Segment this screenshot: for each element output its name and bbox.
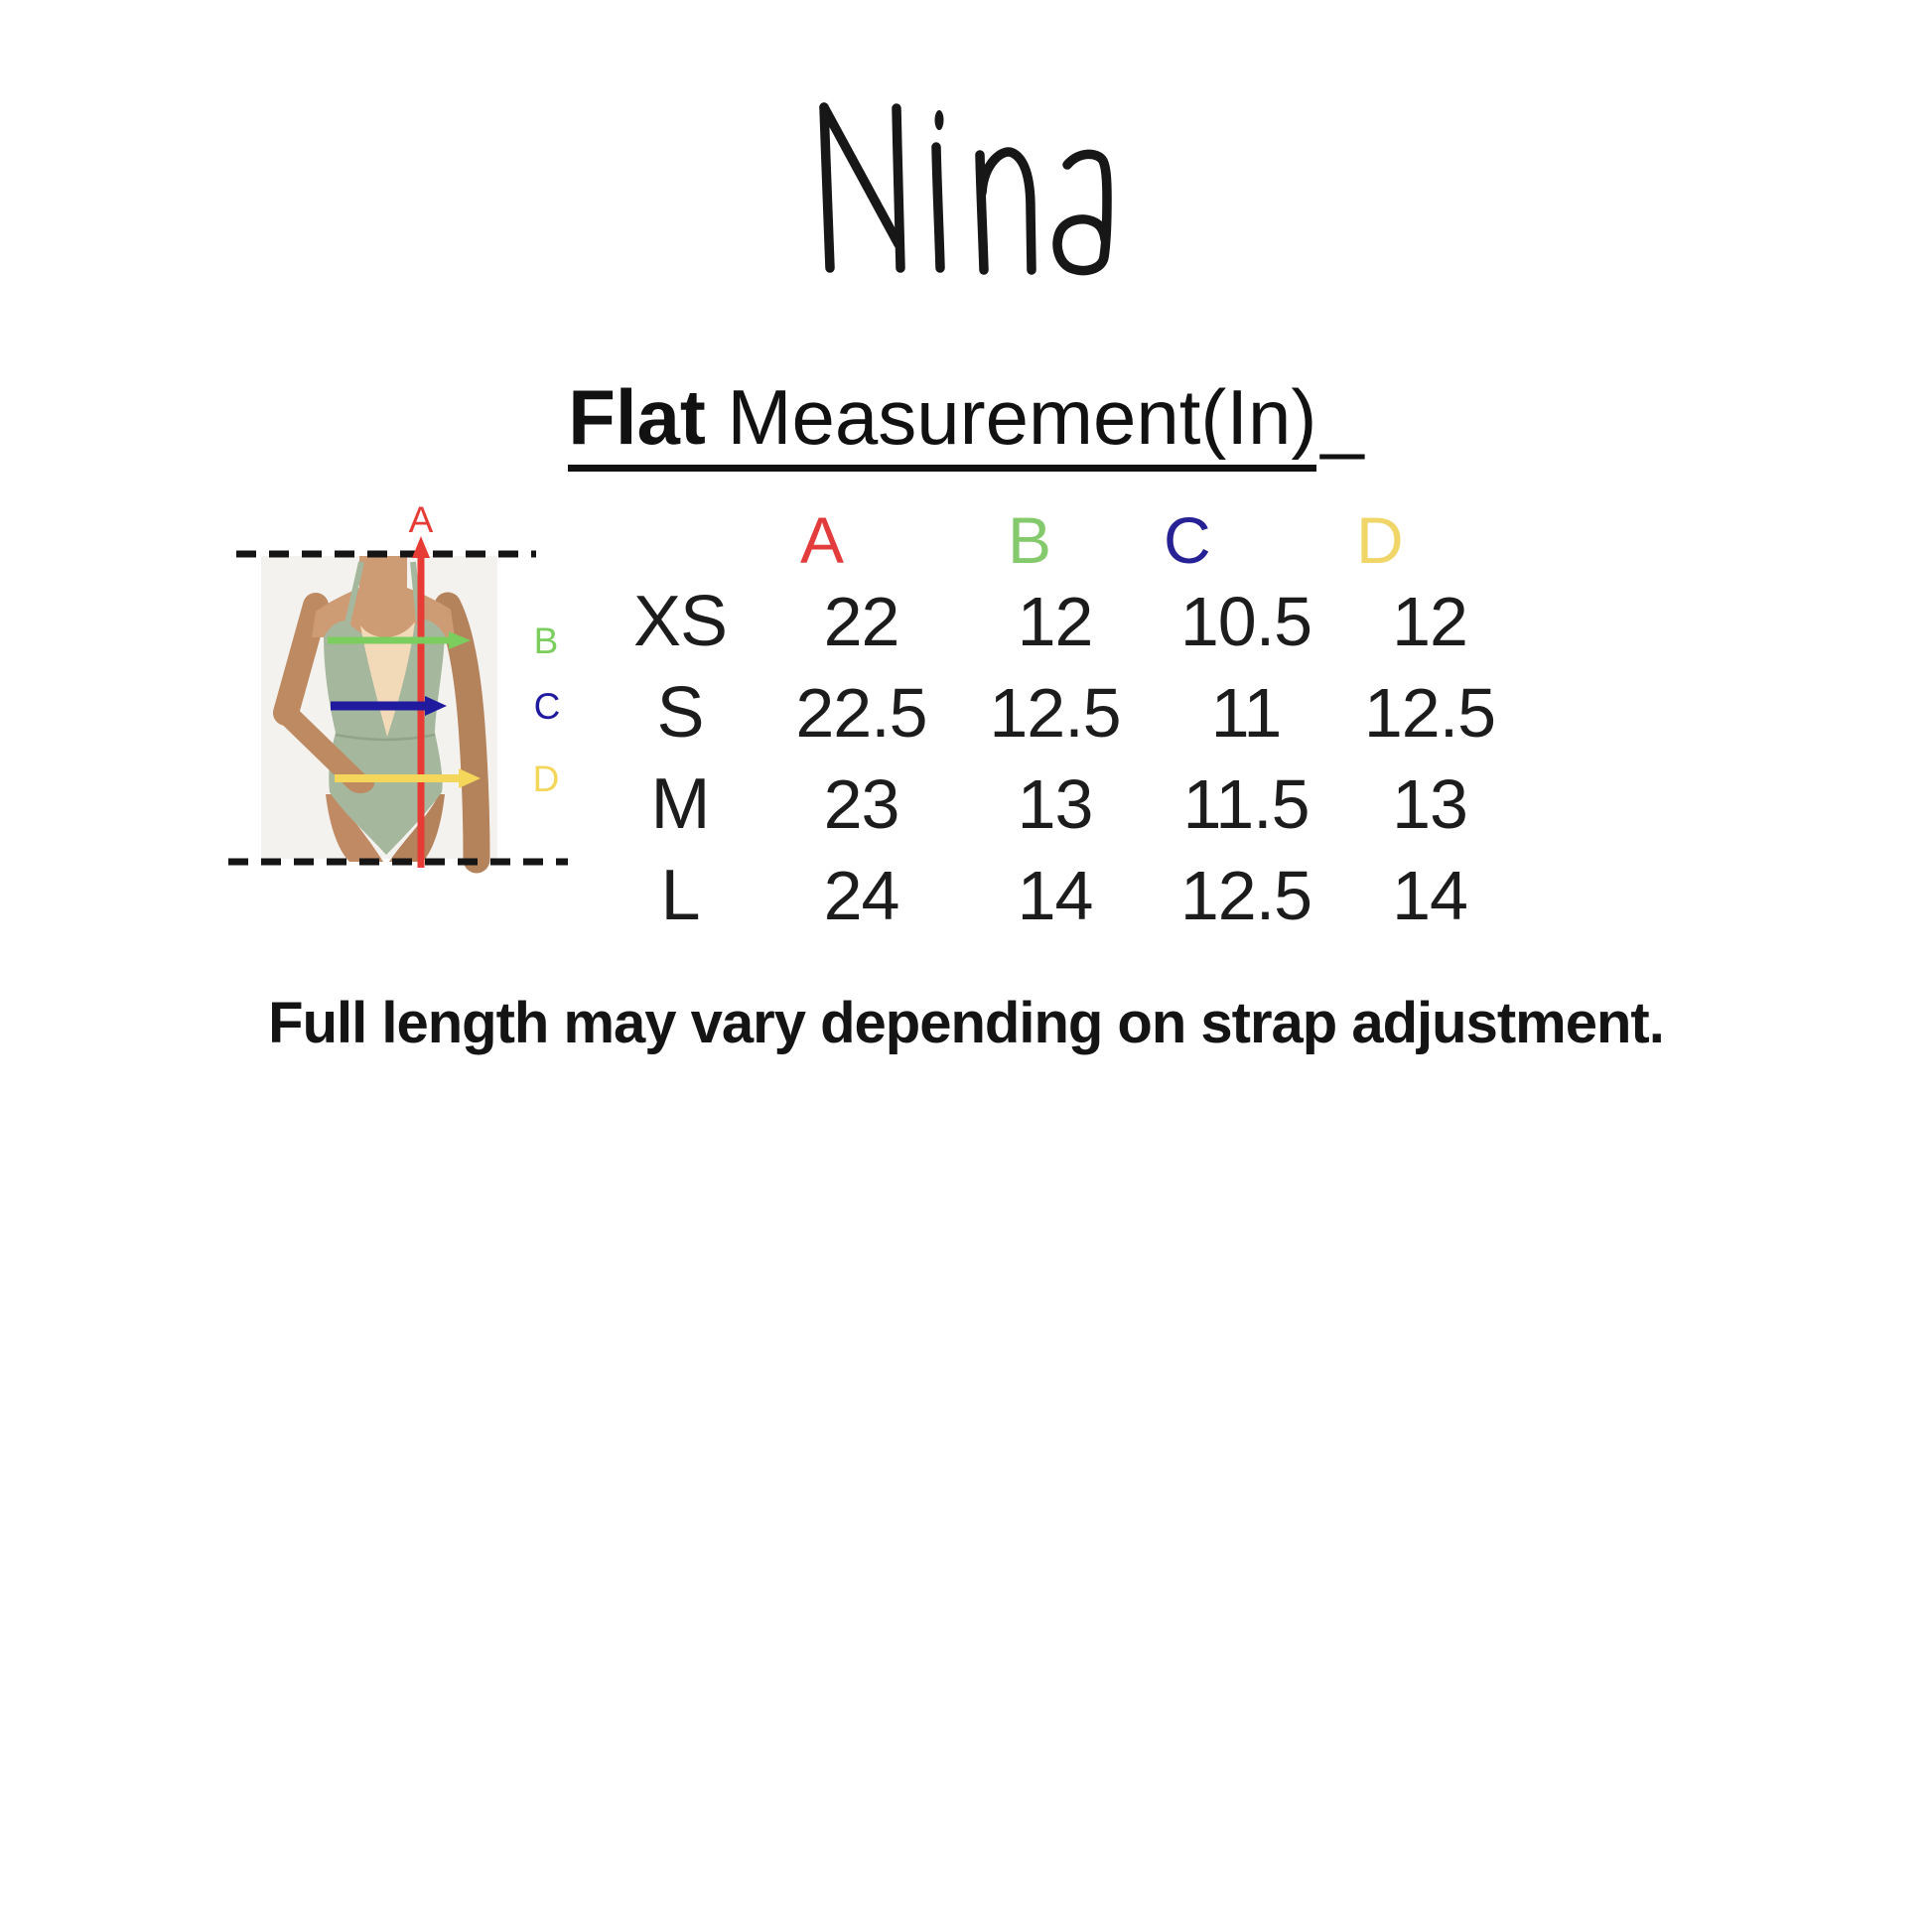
value-l-a: 24 — [823, 857, 899, 934]
subtitle-trailing-underscore: _ — [1320, 373, 1364, 461]
value-l-c: 12.5 — [1179, 857, 1312, 934]
column-header-c: C — [1164, 503, 1211, 577]
size-label-m: M — [650, 764, 710, 844]
column-header-a: A — [800, 503, 845, 577]
chart-subtitle — [0, 373, 1932, 472]
value-s-c: 11 — [1210, 674, 1282, 752]
value-xs-a: 22 — [823, 583, 899, 660]
letter-i-dot — [935, 110, 944, 130]
value-m-b: 13 — [1017, 765, 1093, 843]
value-m-c: 11.5 — [1182, 765, 1310, 843]
value-s-a: 22.5 — [795, 674, 927, 752]
value-s-b: 12.5 — [989, 674, 1121, 752]
size-label-xs: XS — [632, 582, 728, 661]
letter-i-stem — [936, 147, 940, 268]
value-xs-c: 10.5 — [1179, 583, 1312, 660]
column-header-d: D — [1356, 503, 1404, 577]
value-xs-d: 12 — [1392, 583, 1467, 660]
letter-N-diagonal — [824, 107, 898, 244]
subtitle-underlined-text — [568, 373, 1317, 472]
product-title-nina — [807, 97, 1125, 286]
letter-N-right — [897, 108, 900, 268]
title-letterforms — [824, 107, 1107, 271]
letter-n-arch — [982, 152, 1032, 270]
size-label-s: S — [656, 673, 704, 753]
diagram-label-a: A — [408, 499, 434, 540]
size-table — [596, 504, 1519, 941]
strap-adjustment-note: Full length may vary depending on strap adjustment. — [268, 991, 1664, 1055]
letter-a — [1057, 154, 1107, 270]
value-s-d: 12.5 — [1363, 674, 1496, 752]
value-l-b: 14 — [1017, 857, 1093, 934]
measurement-diagram — [208, 486, 581, 913]
diagram-label-c: C — [533, 686, 561, 727]
value-l-d: 14 — [1392, 857, 1467, 934]
value-xs-b: 12 — [1017, 583, 1093, 660]
column-header-b: B — [1008, 503, 1052, 577]
subtitle-flat-word: Flat — [568, 373, 706, 461]
letter-N-left — [824, 107, 830, 268]
value-m-a: 23 — [823, 765, 899, 843]
diagram-label-d: D — [532, 759, 560, 799]
size-label-l: L — [660, 856, 700, 935]
subtitle-measurement-word: Measurement(In) — [705, 373, 1317, 461]
diagram-label-b: B — [533, 621, 559, 661]
value-m-d: 13 — [1392, 765, 1467, 843]
